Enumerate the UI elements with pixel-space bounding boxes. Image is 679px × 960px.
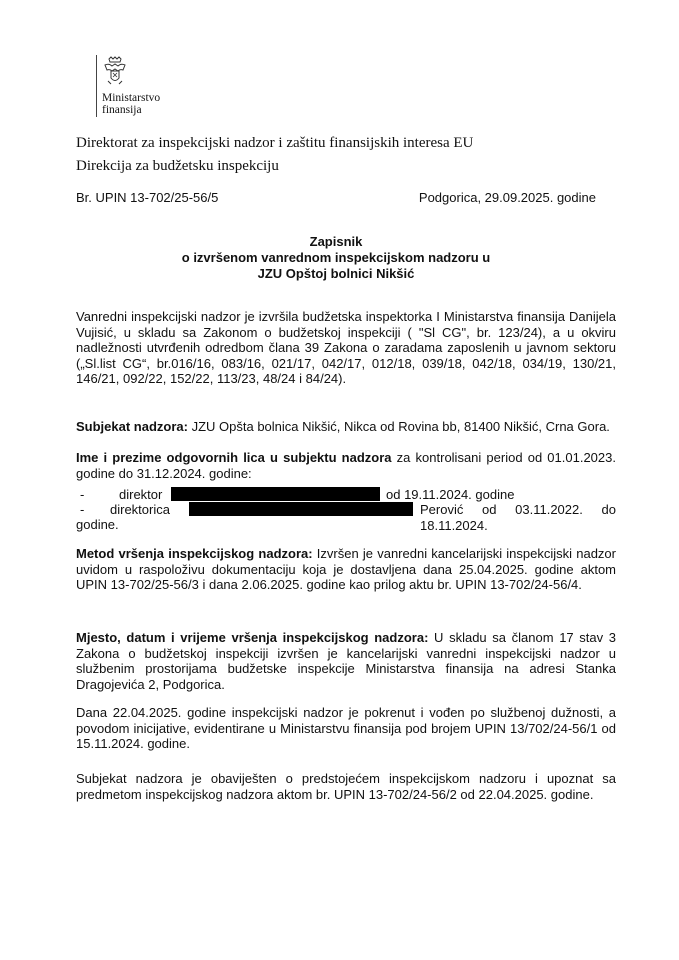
list-dash: - xyxy=(80,487,85,502)
place-date: Podgorica, 29.09.2025. godine xyxy=(418,190,596,205)
document-title xyxy=(76,234,596,282)
list-dash: - xyxy=(80,502,85,517)
responsible-text: za kontrolisani period od 01.01.2023. godine do 31.12.2024. godine: xyxy=(76,450,616,481)
responsible-paragraph xyxy=(76,450,616,481)
title-line-3: JZU Opštoj bolnici Nikšić xyxy=(257,266,415,281)
intro-paragraph: Vanredni inspekcijski nadzor je izvršila budžetska inspektorka I Ministarstva finansija Danijela Vujisić, u skladu sa Zakonom o budžetskoj inspekciji ( "Sl CG", br. 123/24), a u okviru nadležnosti utvrđenih odredbom člana 39 Zakona o zaradama zaposlenih u javnom sektoru („Sl.list CG“, br.016/16, 083/16, 021/17, 042/17, 012/18, 039/18, 042/18, 034/19, 130/21, 146/21, 092/22, 152/22, 113/23, 48/24 i 84/24). xyxy=(76,309,616,387)
redacted-name xyxy=(171,487,380,501)
subject-text: JZU Opšta bolnica Nikšić, Nikca od Rovina bb, 81400 Nikšić, Crna Gora. xyxy=(187,419,610,434)
method-label: Metod vršenja inspekcijskog nadzora: xyxy=(76,546,313,561)
place-paragraph xyxy=(76,630,616,692)
place-label: Mjesto, datum i vrijeme vršenja inspekcijskog nadzora: xyxy=(76,630,429,645)
coat-of-arms-icon xyxy=(102,56,128,86)
responsible-role-2: direktorica xyxy=(110,502,170,517)
title-line-2: o izvršenom vanrednom inspekcijskom nadzoru u xyxy=(181,250,491,265)
responsible-period-1: od 19.11.2024. godine xyxy=(386,487,515,502)
title-line-1: Zapisnik xyxy=(309,234,363,249)
directorate-block xyxy=(76,132,473,178)
notified-paragraph: Subjekat nadzora je obaviješten o predstojećem inspekcijskom nadzoru i upoznat sa predmetom inspekcijskog nadzora aktom br. UPIN 13-702/24-56/2 od 22.04.2025. godine. xyxy=(76,771,616,802)
subject-paragraph xyxy=(76,419,616,435)
responsible-item-2-tail: godine. xyxy=(76,517,119,532)
reference-number: Br. UPIN 13-702/25-56/5 xyxy=(76,190,219,205)
ministry-line-1: Ministarstvo xyxy=(102,92,161,104)
method-paragraph xyxy=(76,546,616,593)
method-text: Izvršen je vanredni kancelarijski inspekcijski nadzor uvidom u raspoloživu dokumentaciju koja je dostavljena dana 25.04.2025. godine aktom UPIN 13-702/25-56/3 i dana 2.06.2025. godine kao prilog aktu br. UPIN 13-702/24-56/4. xyxy=(76,546,616,593)
logo-divider xyxy=(96,55,97,117)
ministry-name xyxy=(102,92,160,116)
place-text: U skladu sa članom 17 stav 3 Zakona o budžetskoj inspekciji izvršen je kancelarijski vanredni inspekcijski nadzor u službenim prostorijama budžetske inspekcije Ministarstva finansija na adresi Stanka Dragojevića 2, Podgorica. xyxy=(76,630,616,692)
responsible-label: Ime i prezime odgovornih lica u subjektu nadzora xyxy=(76,450,392,465)
subject-label: Subjekat nadzora: xyxy=(76,419,188,434)
responsible-period-2: Perović od 03.11.2022. do 18.11.2024. xyxy=(420,502,616,533)
redacted-name xyxy=(189,502,413,516)
responsible-role-1: direktor xyxy=(119,487,163,502)
ministry-line-2: finansija xyxy=(102,104,142,116)
directorate-subdivision: Direkcija za budžetsku inspekciju xyxy=(76,158,279,174)
initiated-paragraph: Dana 22.04.2025. godine inspekcijski nadzor je pokrenut i vođen po službenoj dužnosti, a povodom inicijative, evidentirane u Ministarstvu finansija pod brojem UPIN 13/702/24-56/1 od 15.11.2024. godine. xyxy=(76,705,616,752)
directorate-name: Direktorat za inspekcijski nadzor i zaštitu finansijskih interesa EU xyxy=(76,135,474,151)
